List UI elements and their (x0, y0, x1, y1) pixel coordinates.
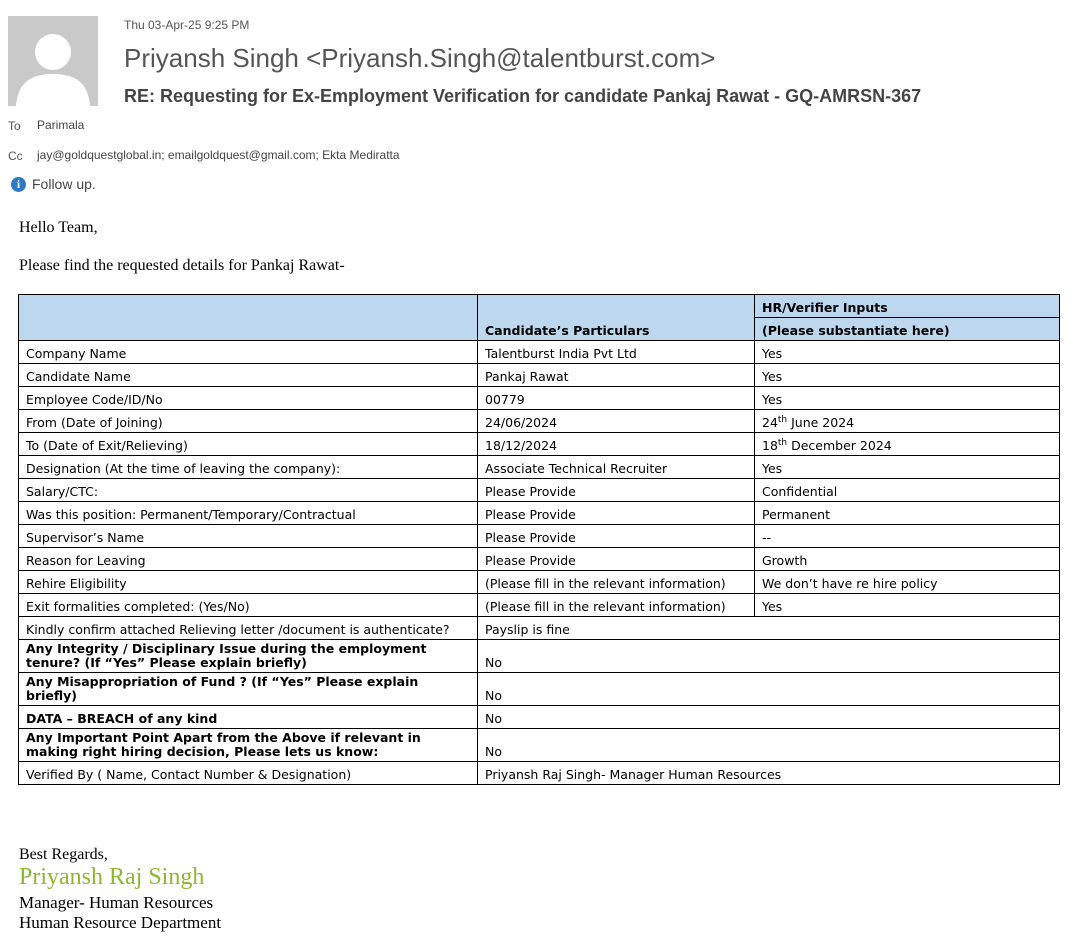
row-hr-input (755, 433, 1060, 456)
row-label: Reason for Leaving (19, 548, 478, 571)
to-label: To (8, 119, 21, 133)
signature-name: Priyansh Raj Singh (19, 864, 205, 890)
table-row (19, 617, 1060, 640)
row-candidate-value: 24/06/2024 (478, 410, 755, 433)
row-hr-input: Yes (755, 594, 1060, 617)
date-suffix: th (777, 437, 788, 448)
row-label: Candidate Name (19, 364, 478, 387)
row-candidate-value: 18/12/2024 (478, 433, 755, 456)
row-merged-value: Priyansh Raj Singh- Manager Human Resources (478, 762, 1060, 785)
row-label: Any Integrity / Disciplinary Issue during the employment tenure? (If “Yes” Please explain briefly) (19, 640, 478, 673)
row-label: From (Date of Joining) (19, 410, 478, 433)
row-hr-input: Permanent (755, 502, 1060, 525)
greeting: Hello Team, (19, 219, 98, 236)
row-label: Any Important Point Apart from the Above if relevant in making right hiring decision, Please lets us know: (19, 729, 478, 762)
row-candidate-value: Please Provide (478, 479, 755, 502)
row-candidate-value: 00779 (478, 387, 755, 410)
row-candidate-value: (Please fill in the relevant information) (478, 571, 755, 594)
row-label: To (Date of Exit/Relieving) (19, 433, 478, 456)
row-merged-value: No (478, 640, 1060, 673)
email-sender[interactable]: Priyansh Singh <Priyansh.Singh@talentburst.com> (124, 43, 716, 73)
signature-closing: Best Regards, (19, 846, 108, 863)
row-hr-input: Growth (755, 548, 1060, 571)
row-hr-input: -- (755, 525, 1060, 548)
table-row (19, 640, 1060, 673)
cc-label: Cc (8, 149, 23, 163)
table-row (19, 433, 1060, 456)
signature-department: Human Resource Department (19, 913, 222, 932)
header-hr-inputs: HR/Verifier Inputs (755, 295, 1060, 318)
row-label: Rehire Eligibility (19, 571, 478, 594)
table-row (19, 729, 1060, 762)
row-label: Any Misappropriation of Fund ? (If “Yes” Please explain briefly) (19, 673, 478, 706)
table-row (19, 525, 1060, 548)
row-hr-input: Yes (755, 341, 1060, 364)
row-merged-value: No (478, 673, 1060, 706)
table-row (19, 594, 1060, 617)
date-day: 24 (762, 415, 778, 430)
row-hr-input: We don’t have re hire policy (755, 571, 1060, 594)
person-icon (8, 16, 98, 106)
sender-avatar[interactable] (8, 16, 98, 106)
date-month-year: December 2024 (787, 438, 892, 453)
row-label: Employee Code/ID/No (19, 387, 478, 410)
date-month-year: June 2024 (787, 415, 855, 430)
row-hr-input: Confidential (755, 479, 1060, 502)
to-recipients[interactable]: Parimala (37, 118, 85, 132)
table-row (19, 341, 1060, 364)
table-row (19, 571, 1060, 594)
row-label: Company Name (19, 341, 478, 364)
row-label: Exit formalities completed: (Yes/No) (19, 594, 478, 617)
row-label: Was this position: Permanent/Temporary/Contractual (19, 502, 478, 525)
follow-up-flag (11, 176, 96, 192)
table-row (19, 387, 1060, 410)
row-hr-input: Yes (755, 364, 1060, 387)
row-label: Supervisor’s Name (19, 525, 478, 548)
info-icon: i (11, 177, 26, 192)
verification-table (18, 294, 1060, 785)
row-candidate-value: Please Provide (478, 525, 755, 548)
row-candidate-value: Please Provide (478, 502, 755, 525)
row-candidate-value: (Please fill in the relevant information) (478, 594, 755, 617)
table-row (19, 673, 1060, 706)
row-candidate-value: Talentburst India Pvt Ltd (478, 341, 755, 364)
email-date: Thu 03-Apr-25 9:25 PM (124, 18, 250, 32)
email-subject: RE: Requesting for Ex-Employment Verification for candidate Pankaj Rawat - GQ-AMRSN-367 (124, 86, 922, 106)
table-row (19, 548, 1060, 571)
row-hr-input: Yes (755, 456, 1060, 479)
row-label: Kindly confirm attached Relieving letter /document is authenticate? (19, 617, 478, 640)
date-suffix: th (777, 414, 788, 425)
row-candidate-value: Pankaj Rawat (478, 364, 755, 387)
row-hr-input: Yes (755, 387, 1060, 410)
follow-up-text: Follow up. (32, 176, 96, 192)
row-candidate-value: Please Provide (478, 548, 755, 571)
row-label: DATA – BREACH of any kind (19, 706, 478, 729)
row-label: Verified By ( Name, Contact Number & Designation) (19, 762, 478, 785)
row-merged-value: No (478, 729, 1060, 762)
row-candidate-value: Associate Technical Recruiter (478, 456, 755, 479)
table-row (19, 479, 1060, 502)
date-day: 18 (762, 438, 778, 453)
row-label: Salary/CTC: (19, 479, 478, 502)
table-row (19, 456, 1060, 479)
row-merged-value: Payslip is fine (478, 617, 1060, 640)
table-row (19, 706, 1060, 729)
row-label: Designation (At the time of leaving the company): (19, 456, 478, 479)
table-row (19, 364, 1060, 387)
header-candidate-particulars: Candidate’s Particulars (478, 295, 755, 341)
table-row (19, 762, 1060, 785)
cc-recipients[interactable]: jay@goldquestglobal.in; emailgoldquest@gmail.com; Ekta Mediratta (37, 148, 400, 162)
table-row (19, 502, 1060, 525)
intro-text: Please find the requested details for Pankaj Rawat- (19, 257, 345, 274)
header-blank-cell (19, 295, 478, 341)
row-hr-input (755, 410, 1060, 433)
header-substantiate: (Please substantiate here) (755, 318, 1060, 341)
table-row (19, 410, 1060, 433)
row-merged-value: No (478, 706, 1060, 729)
signature-title: Manager- Human Resources (19, 893, 214, 912)
